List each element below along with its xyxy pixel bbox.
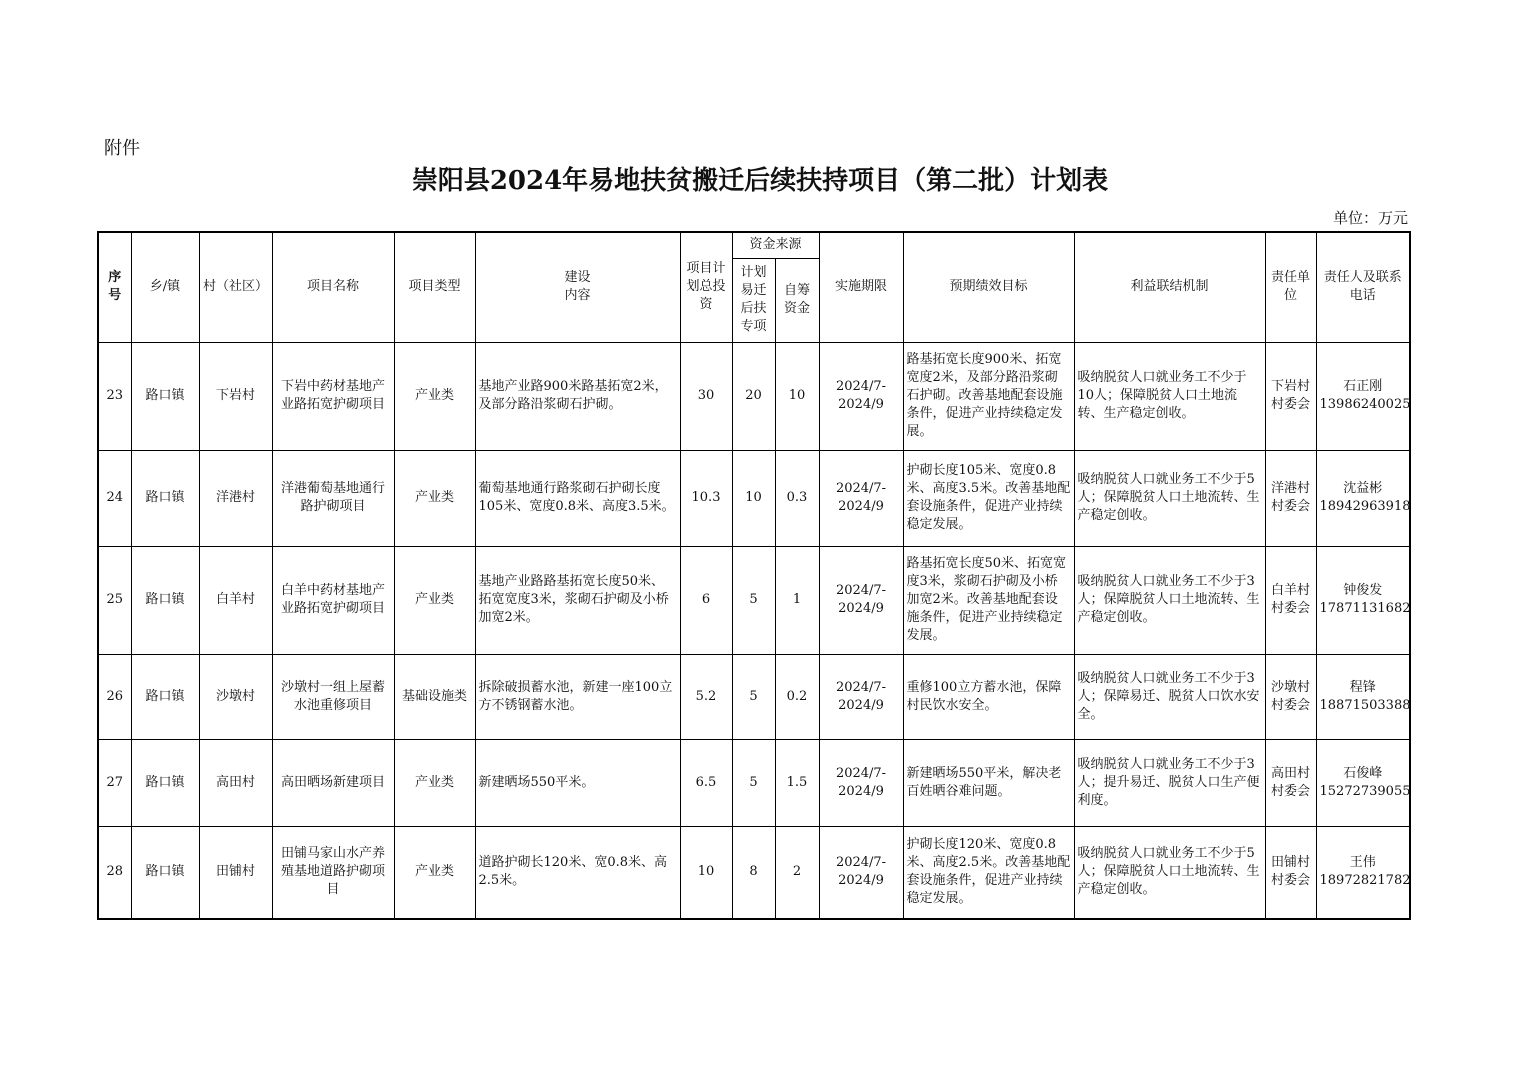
table-row (98, 546, 1410, 654)
header-township: 乡/镇 (131, 232, 199, 342)
row-mechanism: 吸纳脱贫人口就业务工不少于3人；提升易迁、脱贫人口生产便利度。 (1074, 739, 1265, 826)
row-project-name: 田铺马家山水产养殖基地道路护砌项目 (272, 826, 394, 919)
row-contact (1316, 654, 1410, 739)
plan-table (97, 231, 1411, 920)
row-content: 新建晒场550平米。 (475, 739, 680, 826)
contact-person: 石俊峰 (1343, 765, 1383, 781)
row-mechanism: 吸纳脱贫人口就业务工不少于10人；保障脱贫人口土地流转、生产稳定创收。 (1074, 342, 1265, 450)
row-project-name: 洋港葡萄基地通行路护砌项目 (272, 450, 394, 546)
header-village: 村（社区） (199, 232, 272, 342)
row-content: 基地产业路900米路基拓宽2米，及部分路沿浆砌石护砌。 (475, 342, 680, 450)
row-responsible-unit: 洋港村村委会 (1265, 450, 1316, 546)
header-period: 实施期限 (819, 232, 903, 342)
row-mechanism: 吸纳脱贫人口就业务工不少于5人；保障脱贫人口土地流转、生产稳定创收。 (1074, 826, 1265, 919)
row-responsible-unit: 沙墩村村委会 (1265, 654, 1316, 739)
row-mechanism: 吸纳脱贫人口就业务工不少于3人；保障易迁、脱贫人口饮水安全。 (1074, 654, 1265, 739)
contact-person: 钟俊发 (1343, 583, 1383, 598)
row-special-fund: 5 (732, 739, 775, 826)
row-project-name: 沙墩村一组上屋蓄水池重修项目 (272, 654, 394, 739)
row-special-fund: 8 (732, 826, 775, 919)
header-content: 建设 内容 (475, 232, 680, 342)
row-responsible-unit: 高田村村委会 (1265, 739, 1316, 826)
row-contact (1316, 546, 1410, 654)
row-seq: 23 (98, 342, 131, 450)
row-goal: 路基拓宽长度900米、拓宽宽度2米，及部分路沿浆砌石护砌。改善基地配套设施条件，促进产业持续稳定发展。 (903, 342, 1074, 450)
row-project-type: 产业类 (394, 739, 475, 826)
table-row (98, 739, 1410, 826)
row-goal: 路基拓宽长度50米、拓宽宽度3米，浆砌石护砌及小桥加宽2米。改善基地配套设施条件，促进产业持续稳定发展。 (903, 546, 1074, 654)
attachment-label: 附件 (104, 138, 140, 159)
table-row (98, 654, 1410, 739)
row-township: 路口镇 (131, 342, 199, 450)
contact-person: 沈益彬 (1343, 481, 1383, 496)
row-period: 2024/7-2024/9 (819, 826, 903, 919)
contact-phone: 18942963918 (1319, 499, 1411, 514)
contact-phone: 18972821782 (1319, 873, 1411, 889)
row-project-type: 基础设施类 (394, 654, 475, 739)
row-goal: 重修100立方蓄水池，保障村民饮水安全。 (903, 654, 1074, 739)
row-period: 2024/7-2024/9 (819, 342, 903, 450)
row-total-investment: 6 (680, 546, 732, 654)
row-project-name: 高田晒场新建项目 (272, 739, 394, 826)
row-township: 路口镇 (131, 826, 199, 919)
header-total-investment: 项目计划总投资 (680, 232, 732, 342)
contact-person: 石正刚 (1343, 379, 1383, 394)
row-content: 道路护砌长120米、宽0.8米、高2.5米。 (475, 826, 680, 919)
row-village: 高田村 (199, 739, 272, 826)
row-project-type: 产业类 (394, 342, 475, 450)
row-self-fund: 1 (775, 546, 819, 654)
row-contact (1316, 342, 1410, 450)
row-seq: 28 (98, 826, 131, 919)
row-project-name: 下岩中药材基地产业路拓宽护砌项目 (272, 342, 394, 450)
row-village: 沙墩村 (199, 654, 272, 739)
row-special-fund: 10 (732, 450, 775, 546)
header-goal: 预期绩效目标 (903, 232, 1074, 342)
row-special-fund: 5 (732, 654, 775, 739)
header-project-type: 项目类型 (394, 232, 475, 342)
table-row (98, 826, 1410, 919)
row-total-investment: 6.5 (680, 739, 732, 826)
row-content: 基地产业路路基拓宽长度50米、拓宽宽度3米，浆砌石护砌及小桥加宽2米。 (475, 546, 680, 654)
row-total-investment: 30 (680, 342, 732, 450)
row-township: 路口镇 (131, 450, 199, 546)
contact-phone: 18871503388 (1319, 697, 1411, 713)
header-project-name: 项目名称 (272, 232, 394, 342)
row-total-investment: 10.3 (680, 450, 732, 546)
table-row (98, 450, 1410, 546)
row-period: 2024/7-2024/9 (819, 450, 903, 546)
header-mechanism: 利益联结机制 (1074, 232, 1265, 342)
contact-phone: 17871131682 (1319, 601, 1411, 616)
row-total-investment: 10 (680, 826, 732, 919)
row-self-fund: 2 (775, 826, 819, 919)
row-self-fund: 0.3 (775, 450, 819, 546)
header-responsible-unit: 责任单位 (1265, 232, 1316, 342)
contact-phone: 15272739055 (1319, 783, 1411, 799)
row-goal: 新建晒场550平米，解决老百姓晒谷难问题。 (903, 739, 1074, 826)
row-township: 路口镇 (131, 739, 199, 826)
row-content: 拆除破损蓄水池，新建一座100立方不锈钢蓄水池。 (475, 654, 680, 739)
row-responsible-unit: 白羊村村委会 (1265, 546, 1316, 654)
row-village: 白羊村 (199, 546, 272, 654)
header-seq: 序号 (98, 232, 131, 342)
row-special-fund: 20 (732, 342, 775, 450)
row-responsible-unit: 田铺村村委会 (1265, 826, 1316, 919)
table-row (98, 342, 1410, 450)
row-total-investment: 5.2 (680, 654, 732, 739)
row-seq: 26 (98, 654, 131, 739)
row-period: 2024/7-2024/9 (819, 546, 903, 654)
row-mechanism: 吸纳脱贫人口就业务工不少于3人；保障脱贫人口土地流转、生产稳定创收。 (1074, 546, 1265, 654)
row-seq: 24 (98, 450, 131, 546)
row-contact (1316, 739, 1410, 826)
page-title: 崇阳县2024年易地扶贫搬迁后续扶持项目（第二批）计划表 (411, 166, 1109, 196)
row-self-fund: 10 (775, 342, 819, 450)
contact-person: 程锋 (1349, 679, 1376, 695)
row-project-name: 白羊中药材基地产业路拓宽护砌项目 (272, 546, 394, 654)
contact-phone: 13986240025 (1319, 397, 1411, 412)
row-village: 田铺村 (199, 826, 272, 919)
row-project-type: 产业类 (394, 546, 475, 654)
row-goal: 护砌长度120米、宽度0.8米、高度2.5米。改善基地配套设施条件，促进产业持续稳定发展。 (903, 826, 1074, 919)
row-period: 2024/7-2024/9 (819, 739, 903, 826)
row-contact (1316, 826, 1410, 919)
row-township: 路口镇 (131, 546, 199, 654)
unit-label: 单位：万元 (1332, 209, 1408, 227)
row-village: 下岩村 (199, 342, 272, 450)
header-self-fund: 自筹资金 (775, 258, 819, 342)
row-mechanism: 吸纳脱贫人口就业务工不少于5人；保障脱贫人口土地流转、生产稳定创收。 (1074, 450, 1265, 546)
header-contact: 责任人及联系电话 (1316, 232, 1410, 342)
row-contact (1316, 450, 1410, 546)
contact-person: 王伟 (1349, 855, 1376, 871)
header-fund-source: 资金来源 (732, 232, 819, 258)
row-period: 2024/7-2024/9 (819, 654, 903, 739)
row-self-fund: 0.2 (775, 654, 819, 739)
row-responsible-unit: 下岩村村委会 (1265, 342, 1316, 450)
row-project-type: 产业类 (394, 826, 475, 919)
row-township: 路口镇 (131, 654, 199, 739)
row-seq: 25 (98, 546, 131, 654)
row-village: 洋港村 (199, 450, 272, 546)
row-self-fund: 1.5 (775, 739, 819, 826)
row-project-type: 产业类 (394, 450, 475, 546)
row-goal: 护砌长度105米、宽度0.8米、高度3.5米。改善基地配套设施条件，促进产业持续稳定发展。 (903, 450, 1074, 546)
header-special-fund: 计划易迁后扶专项 (732, 258, 775, 342)
row-content: 葡萄基地通行路浆砌石护砌长度105米、宽度0.8米、高度3.5米。 (475, 450, 680, 546)
row-special-fund: 5 (732, 546, 775, 654)
row-seq: 27 (98, 739, 131, 826)
